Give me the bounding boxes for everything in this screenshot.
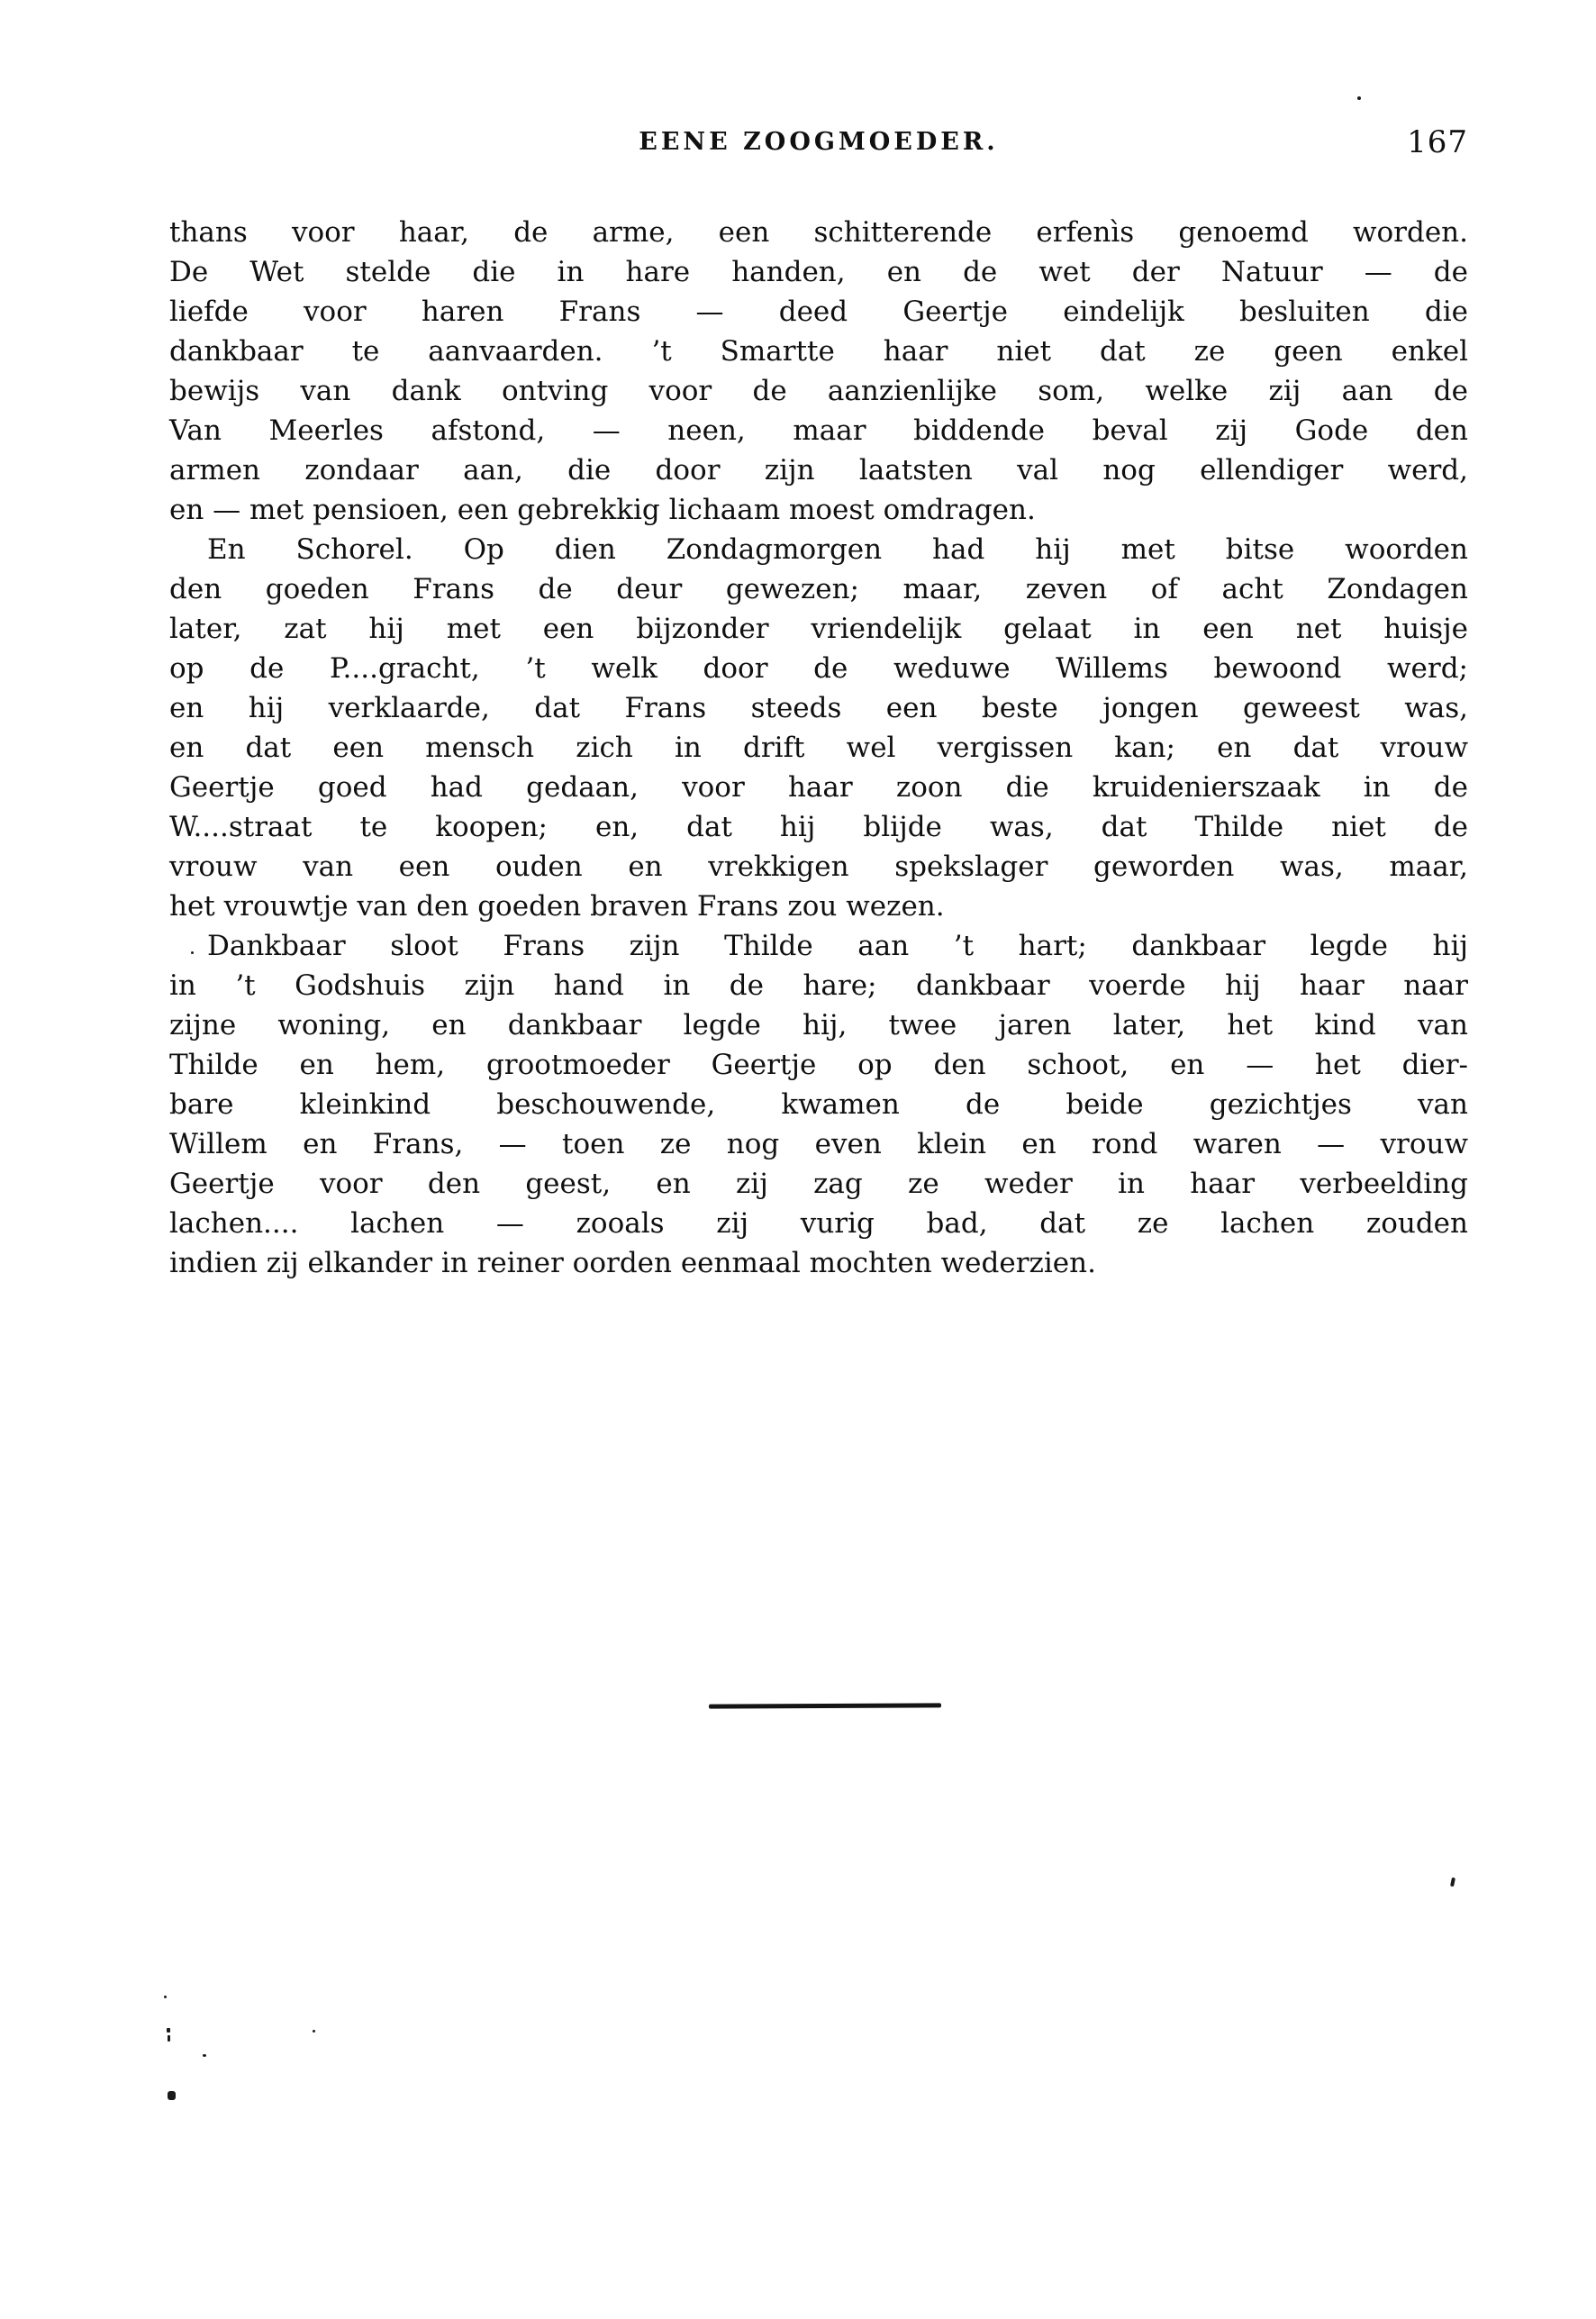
scan-speck <box>1357 96 1361 100</box>
text-line: het vrouwtje van den goeden braven Frans zou wezen. <box>169 890 945 923</box>
text-line: W....straat te koopen; en, dat hij blijde was, dat Thilde niet de <box>169 811 1468 843</box>
text-line: bare kleinkind beschouwende, kwamen de beide gezichtjes van <box>169 1088 1468 1121</box>
text-line: later, zat hij met een bijzonder vriendelijk gelaat in een net huisje <box>169 613 1468 645</box>
page-header <box>169 124 1468 160</box>
scan-speck <box>313 2030 315 2033</box>
text-line: De Wet stelde die in hare handen, en de wet der Natuur — de <box>169 256 1468 288</box>
text-line: Geertje voor den geest, en zij zag ze weder in haar verbeelding <box>169 1168 1468 1200</box>
scan-speck <box>168 2091 176 2100</box>
text-line: den goeden Frans de deur gewezen; maar, zeven of acht Zondagen <box>169 573 1468 605</box>
scan-speck <box>164 1996 167 1998</box>
page-number: 167 <box>1407 124 1468 160</box>
paragraph-2 <box>169 530 1468 926</box>
section-divider-rule <box>709 1703 941 1708</box>
text-line: dankbaar te aanvaarden. ’t Smartte haar niet dat ze geen enkel <box>169 335 1468 368</box>
paragraph-1 <box>169 213 1468 530</box>
running-title: EENE ZOOGMOEDER. <box>639 128 999 156</box>
text-line: Dankbaar sloot Frans zijn Thilde aan ’t hart; dankbaar legde hij <box>207 930 1468 962</box>
scan-speck <box>191 951 194 954</box>
text-line: en hij verklaarde, dat Frans steeds een beste jongen geweest was, <box>169 692 1468 724</box>
text-line: op de P....gracht, ’t welk door de weduwe Willems bewoond werd; <box>169 652 1468 685</box>
text-line: bewijs van dank ontving voor de aanzienlijke som, welke zij aan de <box>169 375 1468 407</box>
text-line: zijne woning, en dankbaar legde hij, twee jaren later, het kind van <box>169 1009 1468 1041</box>
text-line: liefde voor haren Frans — deed Geertje eindelijk besluiten die <box>169 296 1468 328</box>
text-line: Willem en Frans, — toen ze nog even klein en rond waren — vrouw <box>169 1128 1468 1160</box>
text-line: en — met pensioen, een gebrekkig lichaam moest omdragen. <box>169 494 1036 526</box>
scan-speck <box>168 2035 170 2042</box>
text-line: indien zij elkander in reiner oorden eenmaal mochten wederzien. <box>169 1247 1096 1279</box>
text-line: En Schorel. Op dien Zondagmorgen had hij met bitse woorden <box>207 533 1468 566</box>
text-line: vrouw van een ouden en vrekkigen spekslager geworden was, maar, <box>169 850 1468 883</box>
scan-speck <box>1450 1878 1455 1887</box>
text-line: en dat een mensch zich in drift wel vergissen kan; en dat vrouw <box>169 732 1468 764</box>
paragraph-3 <box>169 926 1468 1283</box>
text-line: Geertje goed had gedaan, voor haar zoon die kruidenierszaak in de <box>169 771 1468 804</box>
text-line: thans voor haar, de arme, een schitterende erfenìs genoemd worden. <box>169 216 1468 249</box>
text-line: armen zondaar aan, die door zijn laatsten val nog ellendiger werd, <box>169 454 1468 487</box>
text-line: Thilde en hem, grootmoeder Geertje op den schoot, en — het dier- <box>169 1049 1468 1081</box>
scan-speck <box>203 2054 206 2057</box>
text-line: in ’t Godshuis zijn hand in de hare; dankbaar voerde hij haar naar <box>169 969 1468 1002</box>
scan-speck <box>167 2028 170 2033</box>
text-line: Van Meerles afstond, — neen, maar biddende beval zij Gode den <box>169 414 1468 447</box>
body-text <box>169 213 1468 1283</box>
text-line: lachen.... lachen — zooals zij vurig bad, dat ze lachen zouden <box>169 1207 1468 1240</box>
